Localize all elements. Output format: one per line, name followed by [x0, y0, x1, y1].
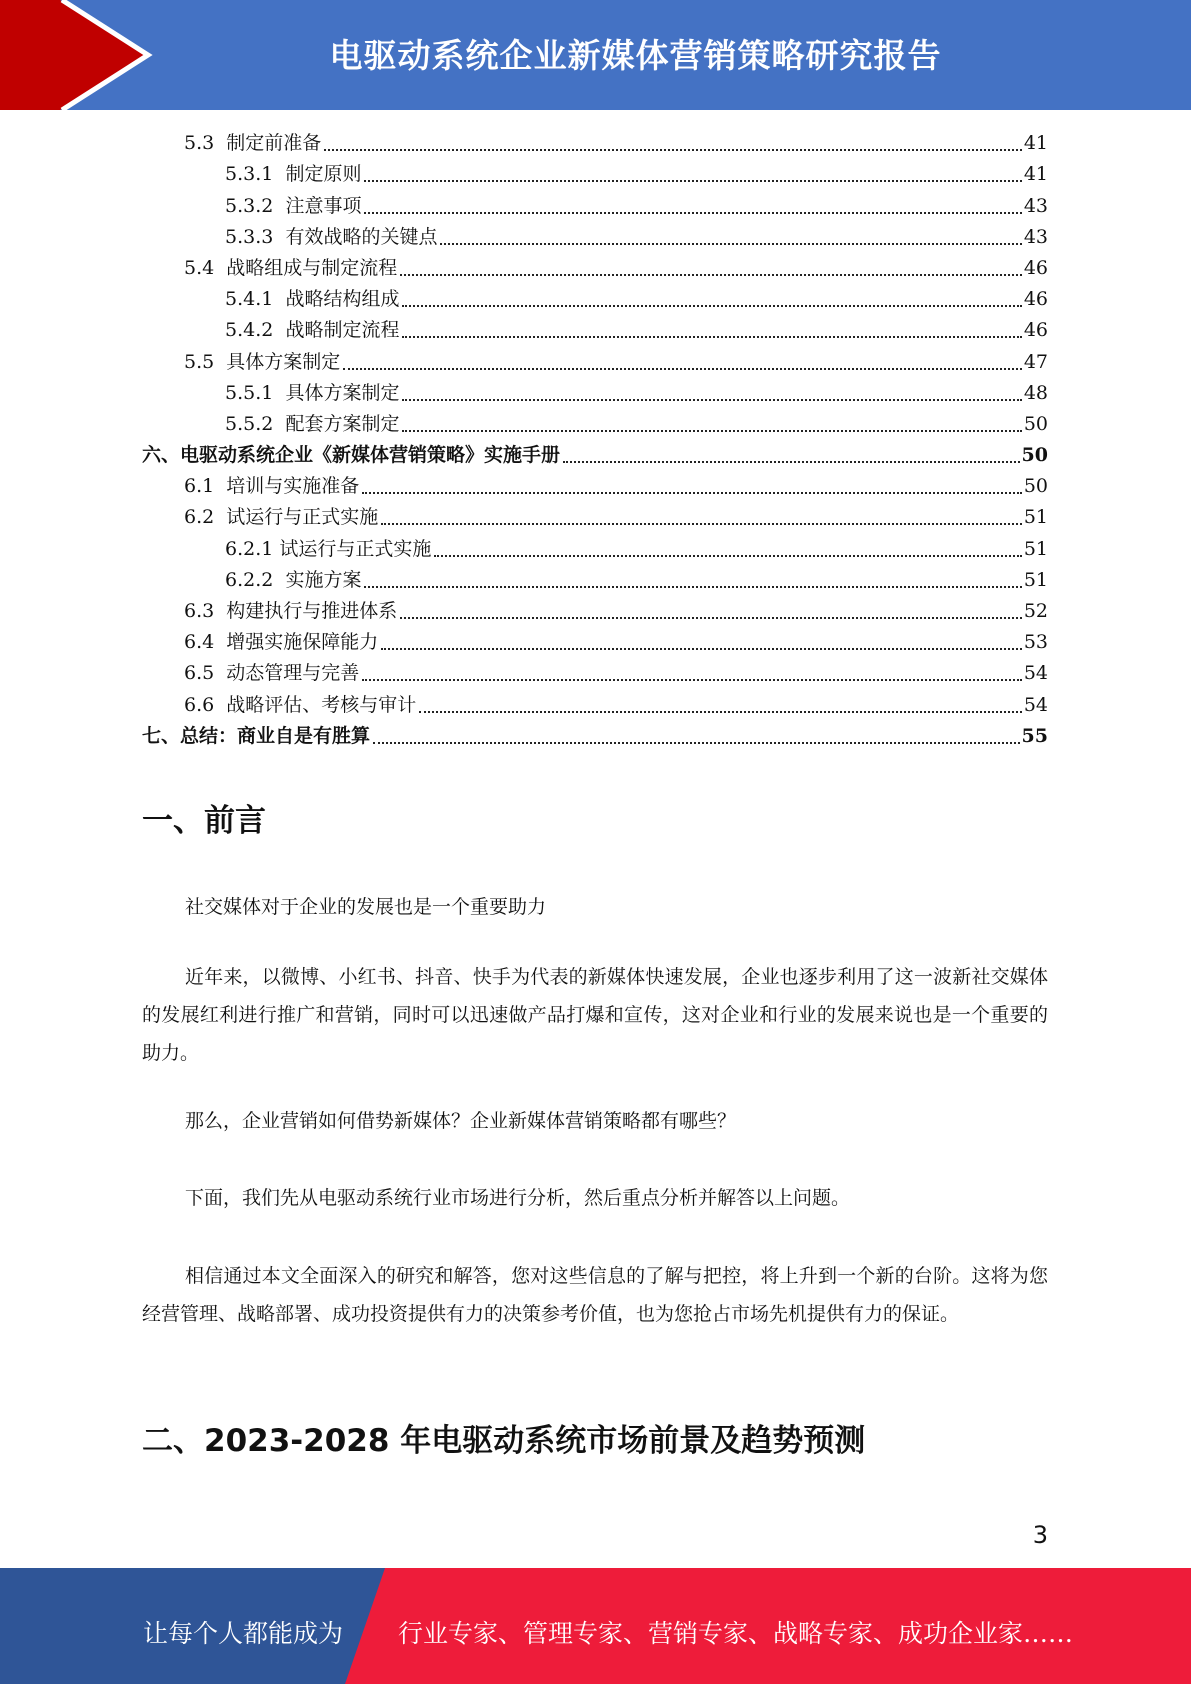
toc-entry-title: 配套方案制定: [285, 412, 400, 435]
toc-entry-page: 50: [1023, 475, 1048, 498]
toc-entry-title: 构建执行与推进体系: [226, 600, 398, 622]
toc-entry-title: 试运行与正式实施: [279, 537, 432, 560]
toc-entry-number: 6.6: [184, 693, 227, 716]
paragraph: 社交媒体对于企业的发展也是一个重要助力: [185, 896, 547, 918]
toc-entry-number: 5.5.2: [225, 412, 286, 435]
toc-entry-number: 6.2: [184, 506, 227, 529]
toc-entry-page: 41: [1023, 163, 1048, 186]
toc-entry[interactable]: [142, 502, 1048, 533]
toc-entry-title: 具体方案制定: [285, 381, 400, 404]
toc-leader-dots: [324, 149, 1022, 151]
toc-entry-title: 动态管理与完善: [226, 662, 360, 685]
page-number: 3: [1032, 1521, 1048, 1549]
toc-entry[interactable]: [142, 689, 1048, 720]
toc-entry-page: 50: [1023, 412, 1048, 435]
toc-entry-title: 具体方案制定: [226, 350, 341, 373]
toc-entry-title: 培训与实施准备: [226, 475, 360, 498]
toc-entry-title: 试运行与正式实施: [226, 506, 379, 529]
toc-leader-dots: [563, 461, 1020, 463]
toc-entry-title: 战略组成与制定流程: [226, 256, 398, 279]
toc-entry-number: 5.4: [184, 256, 227, 279]
toc-leader-dots: [402, 430, 1021, 432]
toc-leader-dots: [364, 586, 1021, 588]
paragraph: 相信通过本文全面深入的研究和解答，您对这些信息的了解与把控，将上升到一个新的台阶。这将为您经营管理、战略部署、成功投资提供有力的决策参考价值，也为您抢占市场先机提供有力的保证。: [142, 1265, 1048, 1325]
toc-entry-page: 47: [1023, 350, 1048, 373]
toc-entry-page: 41: [1023, 132, 1048, 155]
toc-entry-title: 六、电驱动系统企业《新媒体营销策略》实施手册: [142, 444, 561, 467]
toc-entry-number: 6.2.1: [225, 537, 280, 560]
toc-entry-title: 战略结构组成: [285, 288, 400, 311]
toc-leader-dots: [400, 274, 1022, 276]
paragraph: 那么，企业营销如何借势新媒体？企业新媒体营销策略都有哪些？: [185, 1110, 737, 1132]
toc-entry-number: 6.5: [184, 662, 227, 685]
toc-entry-page: 43: [1023, 194, 1048, 217]
toc-entry-page: 51: [1023, 537, 1048, 560]
toc-entry-title: 注意事项: [285, 194, 362, 217]
footer-slogan-left: 让每个人都能成为: [143, 1619, 344, 1648]
toc-entry[interactable]: [142, 409, 1048, 440]
toc-entry-page: 51: [1023, 506, 1048, 529]
toc-entry[interactable]: [142, 346, 1048, 377]
toc-entry-number: 5.4.2: [225, 319, 286, 342]
toc-entry[interactable]: [142, 596, 1048, 627]
page-header: [0, 0, 1191, 110]
toc-leader-dots: [343, 368, 1022, 370]
toc-entry-title: 有效战略的关键点: [285, 225, 438, 248]
toc-entry-title: 制定原则: [285, 163, 362, 186]
toc-leader-dots: [419, 711, 1022, 713]
toc-entry[interactable]: [142, 128, 1048, 159]
toc-entry-title: 战略制定流程: [285, 319, 400, 342]
toc-entry-page: 46: [1023, 288, 1048, 311]
toc-entry-page: 46: [1023, 319, 1048, 342]
toc-entry-page: 55: [1021, 724, 1048, 747]
toc-entry[interactable]: [142, 440, 1048, 471]
paragraph: 下面，我们先从电驱动系统行业市场进行分析，然后重点分析并解答以上问题。: [185, 1187, 851, 1209]
toc-leader-dots: [381, 648, 1022, 650]
page-footer: [0, 1568, 1191, 1684]
toc-entry-number: 6.2.2: [225, 568, 286, 591]
toc-leader-dots: [434, 555, 1021, 557]
report-title: 电驱动系统企业新媒体营销策略研究报告: [329, 36, 942, 75]
toc-entry-title: 增强实施保障能力: [226, 631, 379, 654]
toc-entry-number: 5.3.1: [225, 163, 286, 186]
toc-entry[interactable]: [142, 565, 1048, 596]
toc-leader-dots: [373, 742, 1020, 744]
toc-entry-page: 53: [1023, 631, 1048, 654]
toc-entry-number: 5.5: [184, 350, 227, 373]
toc-entry-number: 6.3: [184, 600, 227, 622]
toc-leader-dots: [402, 336, 1021, 338]
toc-entry-title: 战略评估、考核与审计: [226, 693, 417, 716]
toc-entry[interactable]: [142, 222, 1048, 253]
toc-leader-dots: [364, 212, 1021, 214]
toc-leader-dots: [362, 492, 1022, 494]
toc-entry[interactable]: [142, 159, 1048, 190]
toc-entry[interactable]: [142, 284, 1048, 315]
toc-leader-dots: [402, 305, 1021, 307]
toc-entry-page: 54: [1023, 693, 1048, 716]
toc-leader-dots: [400, 617, 1022, 619]
section-heading-forecast: 二、2023-2028 年电驱动系统市场前景及趋势预测: [142, 1423, 866, 1459]
toc-entry[interactable]: [142, 721, 1048, 752]
toc-entry-page: 54: [1023, 662, 1048, 685]
toc-entry-number: 5.3.2: [225, 194, 286, 217]
table-of-contents: [142, 128, 1048, 752]
toc-entry[interactable]: [142, 533, 1048, 564]
toc-entry-number: 5.4.1: [225, 288, 286, 311]
toc-leader-dots: [362, 679, 1022, 681]
toc-leader-dots: [440, 243, 1021, 245]
toc-entry[interactable]: [142, 658, 1048, 689]
toc-entry-number: 6.4: [184, 631, 227, 654]
toc-entry[interactable]: [142, 315, 1048, 346]
toc-entry[interactable]: [142, 471, 1048, 502]
toc-entry-page: 46: [1023, 256, 1048, 279]
toc-leader-dots: [364, 180, 1021, 182]
toc-leader-dots: [381, 523, 1022, 525]
toc-entry[interactable]: [142, 253, 1048, 284]
section-heading-preface: 一、前言: [142, 803, 266, 839]
toc-entry-number: 5.3.3: [225, 225, 286, 248]
toc-entry[interactable]: [142, 378, 1048, 409]
footer-slogan-right: 行业专家、管理专家、营销专家、战略专家、成功企业家……: [398, 1619, 1074, 1648]
toc-entry-number: 5.3: [184, 132, 227, 155]
toc-entry-number: 5.5.1: [225, 381, 286, 404]
toc-entry-page: 51: [1023, 568, 1048, 591]
toc-entry-title: 制定前准备: [226, 132, 322, 155]
toc-entry[interactable]: [142, 190, 1048, 221]
toc-entry-page: 43: [1023, 225, 1048, 248]
toc-leader-dots: [402, 399, 1021, 401]
paragraph: 近年来，以微博、小红书、抖音、快手为代表的新媒体快速发展，企业也逐步利用了这一波新社交媒体的发展红利进行推广和营销，同时可以迅速做产品打爆和宣传，这对企业和行业的发展来说也是一个重要的助力。: [142, 966, 1048, 1064]
toc-entry-title: 七、总结：商业自是有胜算: [142, 724, 371, 747]
toc-entry-page: 48: [1023, 381, 1048, 404]
toc-entry-page: 50: [1021, 444, 1048, 467]
toc-entry-title: 实施方案: [285, 568, 362, 591]
toc-entry-number: 6.1: [184, 475, 227, 498]
toc-entry[interactable]: [142, 627, 1048, 658]
toc-entry-page: 52: [1023, 600, 1048, 622]
